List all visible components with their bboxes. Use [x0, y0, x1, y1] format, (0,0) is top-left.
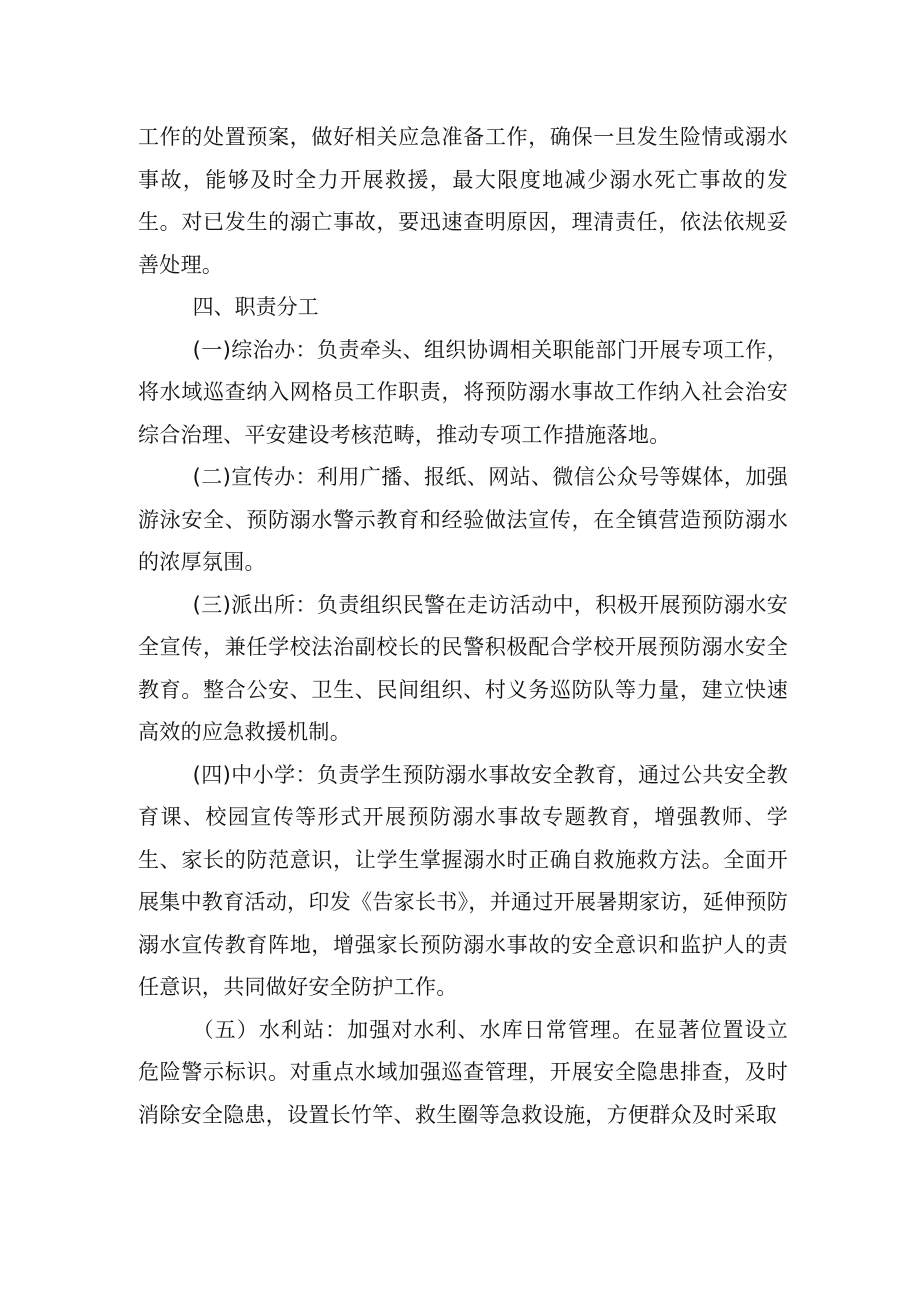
paragraph-duty-zongzhiban: (一)综治办：负责牵头、组织协调相关职能部门开展专项工作，将水域巡查纳入网格员工作职责，将预防溺水事故工作纳入社会治安综合治理、平安建设考核范畴，推动专项工作措施落地。	[138, 337, 788, 447]
section-heading-duties: 四、职责分工	[192, 295, 319, 319]
paragraph-continuation: 工作的处置预案，做好相关应急准备工作，确保一旦发生险情或溺水事故，能够及时全力开展救援，最大限度地减少溺水死亡事故的发生。对已发生的溺亡事故，要迅速查明原因，理清责任，依法依规妥善处理。	[138, 125, 788, 277]
paragraph-duty-xuanchuanban: (二)宣传办：利用广播、报纸、网站、微信公众号等媒体，加强游泳安全、预防溺水警示教育和经验做法宣传，在全镇营造预防溺水的浓厚氛围。	[138, 465, 788, 574]
paragraph-duty-paichusuo: (三)派出所：负责组织民警在走访活动中，积极开展预防溺水安全宣传，兼任学校法治副校长的民警积极配合学校开展预防溺水安全教育。整合公安、卫生、民间组织、村义务巡防队等力量，建立快速高效的应急救援机制。	[138, 592, 788, 744]
document-body	[138, 116, 788, 1136]
paragraph-duty-zhongxiaoxue: (四)中小学：负责学生预防溺水事故安全教育，通过公共安全教育课、校园宣传等形式开展预防溺水事故专题教育，增强教师、学生、家长的防范意识，让学生掌握溺水时正确自救施救方法。全面开展集中教育活动，印发《告家长书》，并通过开展暑期家访，延伸预防溺水宣传教育阵地，增强家长预防溺水事故的安全意识和监护人的责任意识，共同做好安全防护工作。	[138, 762, 788, 999]
paragraph-duty-shuilizhan: （五）水利站：加强对水利、水库日常管理。在显著位置设立危险警示标识。对重点水域加强巡查管理，开展安全隐患排查，及时消除安全隐患，设置长竹竿、救生圈等急救设施，方便群众及时采取	[138, 1017, 788, 1127]
